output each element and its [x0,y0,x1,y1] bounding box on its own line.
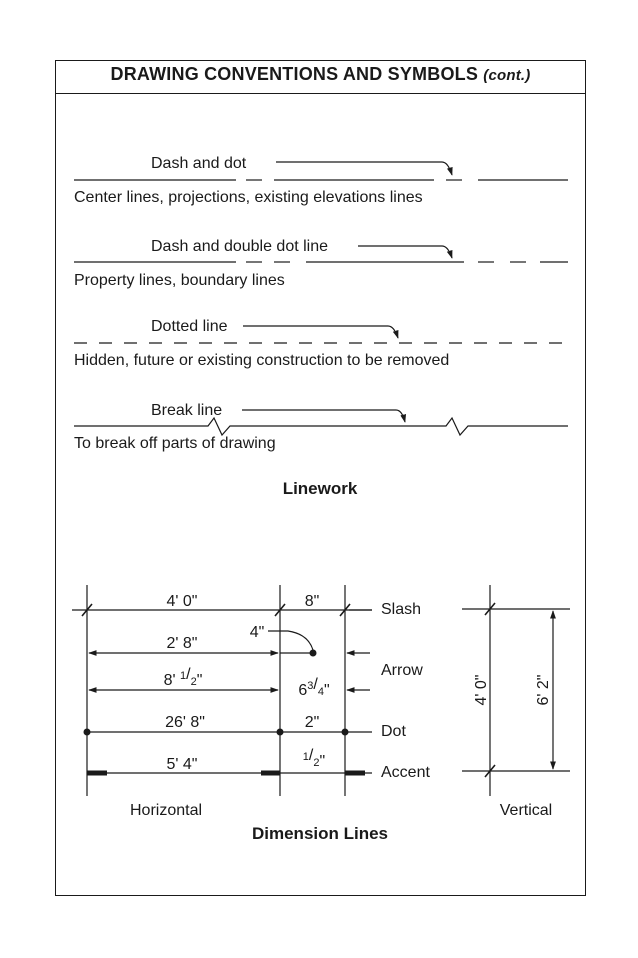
break-line [74,418,568,435]
dotted-leader [243,326,398,338]
dim-8ft-half-in: 8' $^1/_2$" [163,666,203,689]
dot-terminator-middle [277,729,284,736]
callout-4in-leader [268,631,313,650]
dim-2ft-8in: 2' 8" [166,635,198,652]
vertical-caption: Vertical [499,802,553,819]
dash-double-dot-label: Dash and double dot line [151,238,329,255]
title-main: DRAWING CONVENTIONS AND SYMBOLS [110,64,479,84]
accent-terminator-left [87,771,107,776]
dot-terminator-left [84,729,91,736]
dim-4ft-0in: 4' 0" [166,593,198,610]
vertical-dim-4ft-0in: 4' 0" [473,674,490,706]
dim-5ft-4in: 5' 4" [166,756,198,773]
break-leader [242,410,405,422]
dash-double-dot-leader [358,246,452,258]
terminator-labels [381,601,430,781]
vertical-dim-6ft-2in: 6' 2" [535,674,552,706]
break-description: To break off parts of drawing [74,435,276,452]
accent-terminator-right [345,771,365,776]
label-dot: Dot [381,723,406,740]
dim-4in-callout: 4" [249,624,265,641]
linework-heading: Linework [282,479,358,498]
label-arrow: Arrow [381,662,423,679]
horizontal-dimension-values [164,593,330,773]
dimension-lines-heading: Dimension Lines [251,824,389,843]
dim-8in: 8" [304,593,320,610]
title-cont: (cont.) [483,67,531,84]
dash-dot-label: Dash and dot [151,155,247,172]
dotted-label: Dotted line [151,318,228,335]
dim-half-in: $^1/_2$" [302,747,326,770]
dim-26ft-8in: 26' 8" [165,714,205,731]
dash-dot-leader [276,162,452,175]
dotted-description: Hidden, future or existing construction to be removed [74,352,450,369]
dash-dot-description: Center lines, projections, existing elevations lines [74,189,423,206]
dot-terminator-right [342,729,349,736]
dash-double-dot-description: Property lines, boundary lines [74,272,285,289]
break-label: Break line [151,402,223,419]
dim-6-three-quarter-in: $6^3/_4$" [298,676,330,699]
accent-terminator-middle [261,771,280,776]
callout-dot [310,650,317,657]
horizontal-caption: Horizontal [129,802,203,819]
dim-2in: 2" [304,714,320,731]
label-accent: Accent [381,764,430,781]
label-slash: Slash [381,601,422,618]
